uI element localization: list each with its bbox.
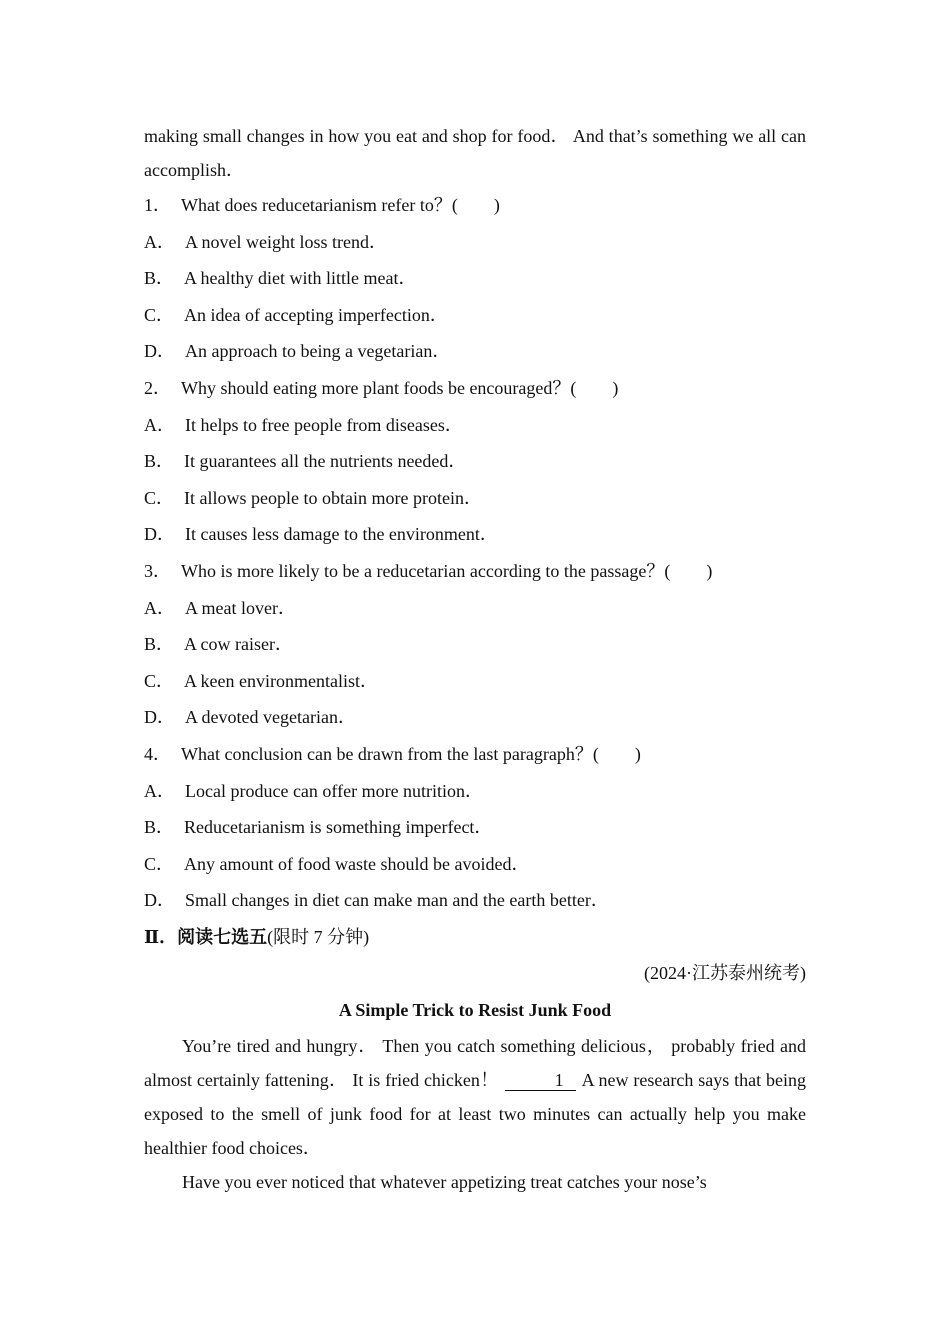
question-2 — [144, 370, 806, 553]
section-title: Ⅱ．阅读七选五 — [144, 926, 268, 947]
question-stem: 1． What does reducetarianism refer to？( ) — [144, 187, 806, 224]
option-c[interactable]: C． An idea of accepting imperfection． — [144, 304, 448, 325]
option-b[interactable]: B． A healthy diet with little meat． — [144, 268, 417, 289]
section-time-limit: (限时 7 分钟) — [267, 926, 370, 947]
question-4 — [144, 736, 806, 919]
question-number: 1． — [144, 195, 171, 215]
question-number: 3． — [144, 560, 171, 581]
document-page — [144, 119, 806, 1199]
article-title: A Simple Trick to Resist Junk Food — [338, 1000, 612, 1021]
question-1 — [144, 187, 806, 370]
question-stem: 4． What conclusion can be drawn from the last paragraph？( ) — [144, 736, 806, 773]
option-d[interactable]: D． An approach to being a vegetarian． — [144, 341, 451, 362]
article-paragraph-1: You’re tired and hungry． Then you catch something delicious， probably fried and almost certainly fattening． It is fried chicken！ 1 A new research says that being exposed to the smell of junk food for at least two minutes can actually help you make healthier food choices． — [144, 1035, 806, 1158]
option-b[interactable]: B． Reducetarianism is something imperfect． — [144, 817, 493, 838]
question-number: 4． — [144, 743, 171, 764]
option-a[interactable]: A． A meat lover． — [144, 597, 296, 618]
question-text: What does reducetarianism refer to？( — [181, 195, 458, 215]
question-stem: 2． Why should eating more plant foods be encouraged？( ) — [144, 370, 806, 407]
option-c[interactable]: C． Any amount of food waste should be avoided． — [144, 853, 530, 874]
question-number: 2． — [144, 377, 171, 398]
option-d[interactable]: D． It causes less damage to the environment． — [144, 524, 498, 545]
question-text: What conclusion can be drawn from the last paragraph？( — [181, 743, 599, 764]
question-text: Why should eating more plant foods be encouraged？( — [181, 377, 577, 398]
passage-continuation: making small changes in how you eat and shop for food． And that’s something we all can accomplish． — [144, 126, 806, 180]
source-note: (2024·江苏泰州统考) — [644, 963, 806, 984]
option-a[interactable]: A． Local produce can offer more nutrition． — [144, 780, 484, 801]
question-text: Who is more likely to be a reducetarian according to the passage？( — [181, 560, 671, 581]
option-a[interactable]: A． It helps to free people from diseases． — [144, 414, 463, 435]
option-b[interactable]: B． A cow raiser． — [144, 634, 293, 655]
question-stem: 3． Who is more likely to be a reducetarian according to the passage？( ) — [144, 553, 806, 590]
section-heading — [144, 919, 806, 956]
option-c[interactable]: C． It allows people to obtain more protein． — [144, 487, 482, 508]
option-b[interactable]: B． It guarantees all the nutrients needed． — [144, 451, 467, 472]
option-d[interactable]: D． Small changes in diet can make man and the earth better． — [144, 890, 609, 911]
option-d[interactable]: D． A devoted vegetarian． — [144, 707, 356, 728]
option-c[interactable]: C． A keen environmentalist． — [144, 670, 378, 691]
question-3 — [144, 553, 806, 736]
answer-blank-1[interactable]: 1 — [505, 1070, 576, 1091]
article-paragraph-2: Have you ever noticed that whatever appetizing treat catches your nose’s — [182, 1171, 707, 1192]
option-a[interactable]: A． A novel weight loss trend． — [144, 231, 387, 252]
